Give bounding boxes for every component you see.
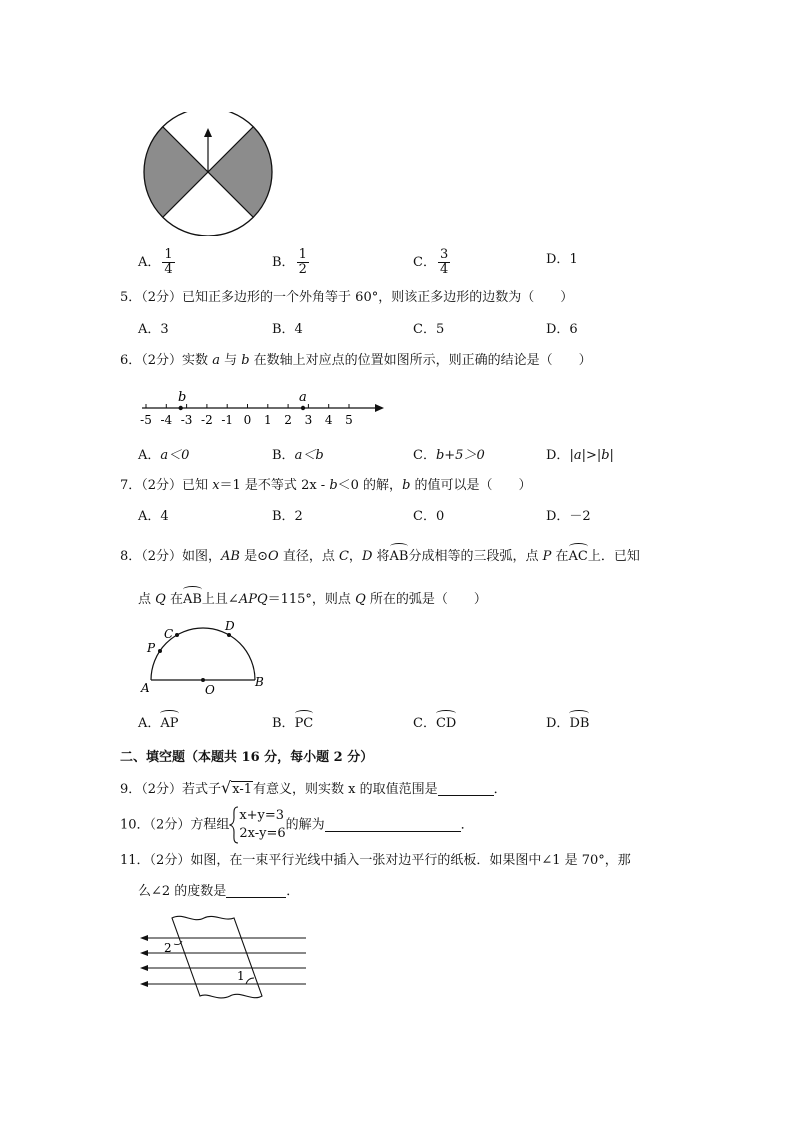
q8-option-b[interactable]: B．PC (272, 710, 313, 734)
fraction: $\frac{1}{4}$ (164, 247, 173, 277)
q4-option-b[interactable]: B． $\frac{1}{2}$ (272, 247, 307, 277)
q7-option-b[interactable]: B．2 (272, 509, 303, 524)
fraction: $\frac{1}{2}$ (298, 247, 307, 277)
q11-stem-line2: 么∠2 的度数是 ． (138, 884, 300, 899)
label-b: B (255, 675, 264, 689)
parallel-light-figure (138, 910, 313, 1010)
number-line (138, 386, 388, 430)
point-c (175, 633, 179, 637)
q9-stem: 9．（2分）若式子√x-1有意义，则实数 x 的取值范围是 ． (120, 778, 507, 797)
axis-tick-label: 2 (284, 413, 292, 427)
q5-option-d[interactable]: D．6 (546, 322, 578, 337)
q8-stem-line2: 点 Q 在AB上且∠APQ＝115°，则点 Q 所在的弧是（ ） (138, 586, 487, 610)
section-2-title: 二、填空题（本题共 16 分，每小题 2 分） (120, 750, 374, 765)
fraction: $\frac{3}{4}$ (439, 247, 449, 277)
q5-stem: 5．（2分）已知正多边形的一个外角等于 60°，则该正多边形的边数为（ ） (120, 290, 574, 305)
axis-tick-label: -4 (160, 413, 173, 427)
axis-tick-label: 5 (345, 413, 353, 427)
q6-option-b[interactable]: B．a＜b (272, 448, 324, 463)
q7-stem: 7．（2分）已知 x＝1 是不等式 2x - b＜0 的解，b 的值可以是（ ） (120, 478, 532, 493)
axis-tick-label: -3 (180, 413, 193, 427)
answer-blank-9[interactable] (438, 781, 494, 796)
axis-tick-label: -1 (221, 413, 234, 427)
label-a: A (141, 681, 150, 695)
arc-notation: AP (160, 710, 178, 734)
semicircle-figure (138, 614, 278, 700)
sqrt-sign: √ (221, 778, 232, 797)
q5-option-c[interactable]: C．5 (413, 322, 445, 337)
angle-1-label: 1 (237, 969, 245, 983)
q11-stem-line1: 11．（2分）如图，在一束平行光线中插入一张对边平行的纸板．如果图中∠1 是 70°，那 (120, 853, 631, 868)
label-o: O (205, 683, 215, 697)
q8-option-a[interactable]: A．AP (138, 710, 179, 734)
cardboard (172, 916, 262, 998)
axis-tick-label: 3 (304, 413, 313, 427)
brace-icon (229, 806, 239, 844)
arc-notation: DB (569, 710, 589, 734)
spinner-figure (140, 112, 276, 236)
axis-tick-label: 1 (263, 413, 272, 427)
label-c: C (164, 627, 174, 641)
q6-stem: 6．（2分）实数 a 与 b 在数轴上对应点的位置如图所示，则正确的结论是（ ） (120, 353, 592, 368)
q4-option-a[interactable]: A． $\frac{1}{4}$ (138, 247, 173, 277)
arc-notation: AB (390, 543, 409, 567)
point-a (301, 406, 305, 410)
q6-option-d[interactable]: D．|a|>|b| (546, 448, 614, 463)
q10-stem: 10．（2分）方程组 x+y=3 2x-y=6 的解为 ． (120, 806, 474, 845)
q8-option-d[interactable]: D．DB (546, 710, 589, 734)
point-o (201, 678, 205, 682)
point-p (158, 649, 162, 653)
q4-option-d[interactable]: D．1 (546, 252, 578, 267)
arc-notation: AC (569, 543, 588, 567)
q5-option-b[interactable]: B．4 (272, 322, 303, 337)
answer-blank-11[interactable] (226, 883, 286, 898)
equation-system: x+y=3 2x-y=6 (239, 808, 286, 841)
label-p: P (147, 641, 156, 655)
point-a-label: a (299, 390, 307, 405)
arc-notation: PC (295, 710, 314, 734)
q7-option-a[interactable]: A．4 (138, 509, 169, 524)
arc-notation: AB (183, 586, 202, 610)
axis-tick-label: -2 (201, 413, 213, 427)
label-d: D (225, 619, 235, 633)
axis-arrow (375, 404, 384, 412)
arc-notation: CD (436, 710, 456, 734)
point-d (227, 633, 231, 637)
q5-option-a[interactable]: A．3 (138, 322, 169, 337)
answer-blank-10[interactable] (325, 817, 461, 832)
axis-tick-label: 4 (324, 413, 333, 427)
q8-stem-line1: 8．（2分）如图，AB 是⊙O 直径，点 C，D 将AB分成相等的三段弧，点 P 在AC上．已知 (120, 543, 640, 567)
q7-option-c[interactable]: C．0 (413, 509, 445, 524)
point-b (179, 406, 183, 410)
q6-option-c[interactable]: C．b+5＞0 (413, 448, 485, 463)
q7-option-d[interactable]: D．－2 (546, 509, 591, 524)
q8-option-c[interactable]: C．CD (413, 710, 456, 734)
axis-tick-label: -5 (140, 413, 152, 427)
q4-option-c[interactable]: C． $\frac{3}{4}$ (413, 247, 449, 277)
point-b-label: b (178, 390, 187, 405)
angle-2-label: 2 (164, 941, 172, 955)
radicand: x-1 (232, 782, 253, 797)
q6-option-a[interactable]: A．a＜0 (138, 448, 190, 463)
axis-tick-label: 0 (243, 413, 252, 427)
